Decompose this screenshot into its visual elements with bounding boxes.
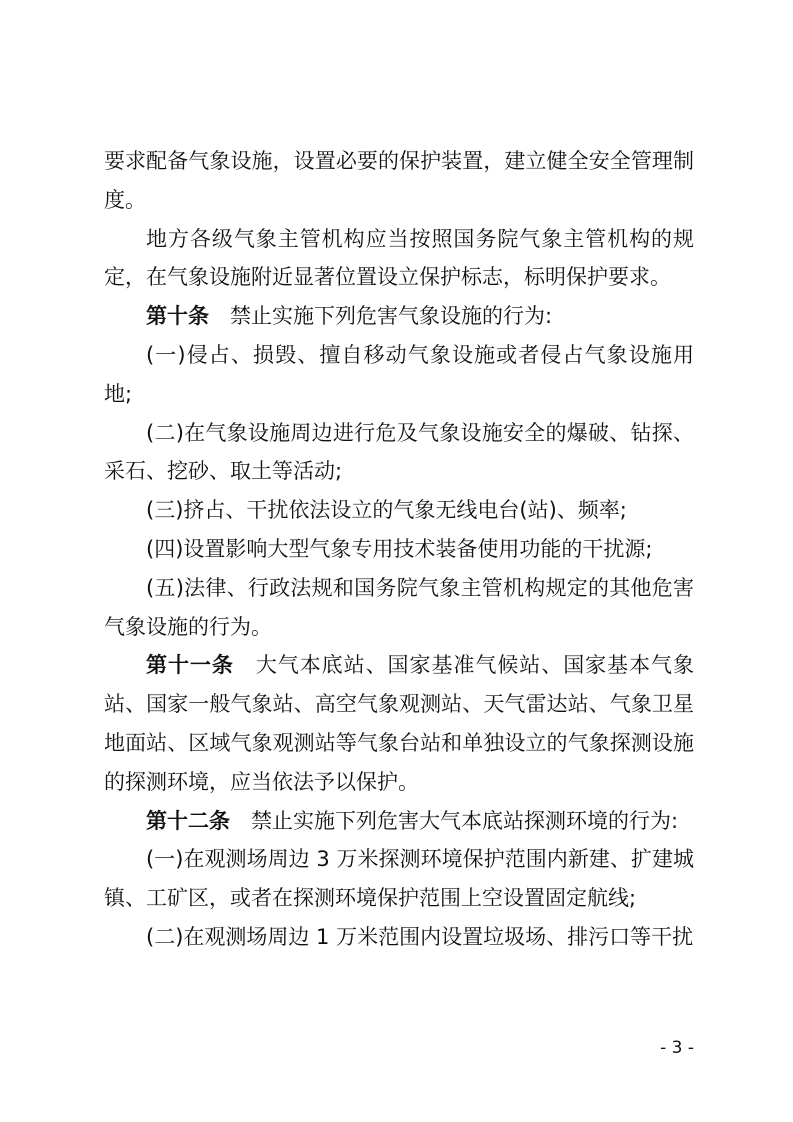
paragraph-text: 禁止实施下列危害气象设施的行为: — [230, 304, 553, 329]
paragraph-text: (四)设置影响大型气象专用技术装备使用功能的干扰源; — [146, 536, 653, 561]
list-item — [104, 491, 694, 530]
paragraph-text: (一)在观测场周边 3 万米探测环境保护范围内新建、扩建城镇、工矿区，或者在探测环境保护范围上空设置固定航线; — [104, 847, 694, 911]
list-item — [104, 840, 694, 918]
paragraph-text: (二)在气象设施周边进行危及气象设施安全的爆破、钻探、采石、挖砂、取土等活动; — [104, 420, 694, 484]
paragraph-text: 地方各级气象主管机构应当按照国务院气象主管机构的规定，在气象设施附近显著位置设立保护标志，标明保护要求。 — [104, 226, 694, 290]
list-item — [104, 569, 694, 647]
paragraph-text: 要求配备气象设施，设置必要的保护装置，建立健全安全管理制度。 — [104, 149, 694, 212]
page-number: - 3 - — [660, 1038, 694, 1058]
body-text — [104, 142, 694, 957]
paragraph — [104, 220, 694, 298]
paragraph-text: (五)法律、行政法规和国务院气象主管机构规定的其他危害气象设施的行为。 — [104, 575, 694, 639]
list-item — [104, 414, 694, 492]
article-number: 第十条 — [146, 304, 209, 329]
article-paragraph — [104, 297, 694, 336]
paragraph-text: (一)侵占、损毁、擅自移动气象设施或者侵占气象设施用地; — [104, 342, 694, 406]
article-number: 第十二条 — [146, 808, 230, 833]
paragraph — [104, 142, 694, 220]
paragraph-text: (三)挤占、干扰依法设立的气象无线电台(站)、频率; — [146, 498, 627, 523]
paragraph-text: (二)在观测场周边 1 万米范围内设置垃圾场、排污口等干扰 — [146, 924, 694, 949]
article-number: 第十一条 — [146, 653, 234, 678]
paragraph-text: 大气本底站、国家基准气候站、国家基本气象站、国家一般气象站、高空气象观测站、天气雷达站、气象卫星地面站、区域气象观测站等气象台站和单独设立的气象探测设施的探测环境，应当依法予以保护。 — [104, 653, 695, 794]
article-paragraph — [104, 646, 694, 801]
paragraph-text: 禁止实施下列危害大气本底站探测环境的行为: — [251, 808, 679, 833]
article-paragraph — [104, 802, 694, 841]
list-item — [104, 918, 694, 957]
list-item — [104, 336, 694, 414]
list-item — [104, 530, 694, 569]
